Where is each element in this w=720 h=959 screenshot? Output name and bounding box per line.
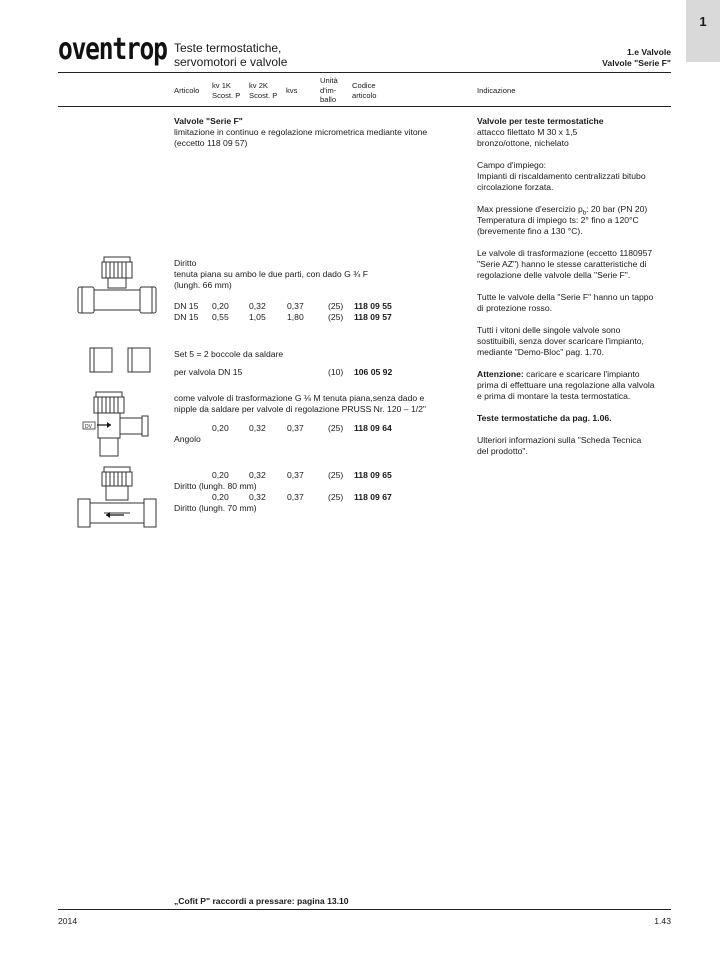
chapter-tab: 1 (686, 0, 720, 62)
col-kv1k-b: Scost. P (212, 90, 241, 100)
intro-block (174, 116, 474, 149)
table-row (174, 367, 474, 378)
trasf-block (174, 393, 474, 415)
col-unita-b: d'im- (320, 85, 337, 95)
set-title: Set 5 = 2 boccole da saldare (174, 349, 284, 359)
table-row (174, 301, 474, 312)
cell-pack: (25) (328, 492, 344, 502)
vitoni-line-2: sostituibili, senza dover scaricare l'impianto, (477, 336, 644, 346)
cell-kv2: 0,32 (249, 423, 266, 433)
col-unita-c: ballo (320, 95, 337, 104)
cofit-note: „Cofit P" raccordi a pressare: pagina 13.10 (174, 896, 349, 906)
final-desc-1: Diritto (lungh. 80 mm) (174, 481, 257, 491)
table-row (174, 312, 474, 323)
diritto-title: Diritto (174, 258, 197, 268)
campo-title: Campo d'impiego: (477, 160, 546, 170)
temp-line-2: (brevemente fino a 130 °C). (477, 226, 583, 236)
final-desc-2: Diritto (lungh. 70 mm) (174, 503, 257, 513)
sleeve-left (90, 348, 112, 372)
col-kv1k-a: kv 1K (212, 81, 231, 90)
intro-line-2: (eccetto 118 09 57) (174, 138, 248, 148)
vitoni-line-3: mediante "Demo-Bloc" pag. 1.70. (477, 347, 604, 357)
diritto-block (174, 258, 474, 291)
document-title (174, 41, 287, 69)
section-label (602, 47, 671, 69)
columns-rule (58, 106, 671, 107)
attenzione-label: Attenzione: (477, 369, 524, 379)
table-row (174, 470, 474, 481)
campo-line-1: Impianti di riscaldamento centralizzati bitubo (477, 171, 646, 181)
attenzione-line-2: prima di effettuare una regolazione alla valvola (477, 380, 655, 390)
cell-kvs: 0,37 (287, 301, 304, 311)
brand-logo: oventrop (58, 32, 167, 67)
diritto-line-2: (lungh. 66 mm) (174, 280, 232, 290)
cell-pack: (25) (328, 301, 344, 311)
cell-pack: (25) (328, 312, 344, 322)
attenzione-line-1 (477, 369, 677, 380)
valve-right-end (144, 499, 156, 527)
col-articolo: Articolo (174, 86, 200, 95)
intro-title: Valvole "Serie F" (174, 116, 243, 126)
cell-code: 118 09 65 (354, 470, 392, 480)
info-column (477, 116, 677, 457)
vitoni-line-1: Tutti i vitoni delle singole valvole sono (477, 325, 621, 335)
cell-kvs: 0,37 (287, 492, 304, 502)
col-unita-a: Unità (320, 76, 338, 85)
cell-code: 118 09 67 (354, 492, 392, 502)
col-kv2k-b: Scost. P (249, 90, 278, 100)
trasf-info-1: Le valvole di trasformazione (eccetto 1180957 (477, 248, 653, 258)
cell-kv1: 0,20 (212, 470, 229, 480)
valve-right-nut (140, 287, 156, 313)
angolo-label: Angolo (174, 434, 201, 444)
info-title: Valvole per teste termostatiche (477, 116, 604, 126)
valve-body (94, 290, 140, 310)
cell-pack: (25) (328, 470, 344, 480)
col-codice (352, 81, 376, 100)
header-rule (58, 72, 671, 73)
cell-kv2: 0,32 (249, 492, 266, 502)
campo-line-2: circolazione forzata. (477, 182, 554, 192)
trasf-line-1: come valvole di trasformazione G ⅛ M tenuta piana,senza dado e (174, 393, 425, 403)
col-indicazione: Indicazione (477, 86, 516, 95)
cell-dn: DN 15 (174, 301, 199, 311)
attenzione-text: caricare e scaricare l'impianto (523, 369, 640, 379)
info-material: bronzo/ottone, nichelato (477, 138, 569, 148)
info-line-1: Ulteriori informazioni sulla "Scheda Tecnica (477, 435, 642, 445)
cell-kv1: 0,20 (212, 492, 229, 502)
cell-code: 118 09 57 (354, 312, 392, 322)
cell-kvs: 0,37 (287, 423, 304, 433)
cell-dn: DN 15 (174, 312, 199, 322)
col-codice-b: articolo (352, 90, 377, 100)
temp-line-1: Temperatura di impiego ts: 2° fino a 120°C (477, 215, 639, 225)
table-row (174, 423, 474, 434)
cell-kv2: 1,05 (249, 312, 266, 322)
intro-line-1: limitazione in continuo e regolazione micrometrica mediante vitone (174, 127, 428, 137)
max-pressure-label: Max pressione d'esercizio p (477, 204, 583, 214)
max-pressure (477, 204, 677, 215)
cell-kv1: 0,20 (212, 423, 229, 433)
col-kv2k (249, 81, 277, 100)
solder-sleeves-drawing (88, 346, 158, 374)
col-codice-a: Codice (352, 81, 376, 90)
valve-cap-top (104, 257, 130, 262)
valve-left-end (78, 499, 90, 527)
col-kv1k (212, 81, 240, 100)
info-thread: attacco filettato M 30 x 1,5 (477, 127, 578, 137)
footer-rule (58, 909, 671, 910)
page-number: 1.43 (654, 916, 671, 926)
cell-code: 118 09 64 (354, 423, 392, 433)
cell-set-label: per valvola DN 15 (174, 367, 243, 377)
valve-left-nut (78, 287, 94, 313)
trasf-info-2: "Serie AZ") hanno le stesse caratteristiche di (477, 259, 647, 269)
col-kv2k-a: kv 2K (249, 81, 268, 90)
sleeve-right (128, 348, 150, 372)
tappo-line-2: di protezione rosso. (477, 303, 552, 313)
cell-kvs: 1,80 (287, 312, 304, 322)
max-pressure-value: : 20 bar (PN 20) (586, 204, 648, 214)
title-line-2: servomotori e valvole (174, 55, 288, 69)
cell-kv2: 0,32 (249, 301, 266, 311)
col-unita (320, 76, 338, 105)
section-line-1: 1.e Valvole (627, 47, 671, 57)
col-kvs: kvs (286, 86, 298, 95)
section-line-2: Valvole "Serie F" (602, 58, 671, 68)
trasf-line-2: nipple da saldare per valvole di regolazione PRUSS Nr. 120 – 1/2" (174, 404, 426, 414)
tappo-line-1: Tutte le valvole della "Serie F" hanno un tappo (477, 292, 654, 302)
cell-pack: (25) (328, 423, 344, 433)
cell-kv1: 0,55 (212, 312, 229, 322)
teste-reference: Teste termostatiche da pag. 1.06. (477, 413, 612, 423)
straight-valve-long-drawing (76, 465, 158, 531)
cell-kv1: 0,20 (212, 301, 229, 311)
dv-label: DV (85, 424, 92, 430)
straight-valve-drawing (76, 255, 158, 321)
cell-kvs: 0,37 (287, 470, 304, 480)
cell-code: 118 09 55 (354, 301, 392, 311)
cell-pack: (10) (328, 367, 344, 377)
table-row (174, 492, 474, 503)
title-line-1: Teste termostatiche, (174, 41, 282, 55)
trasf-info-3: regolazione delle valvole della "Serie F". (477, 270, 631, 280)
max-pressure-sub: b (582, 210, 587, 217)
info-line-2: del prodotto". (477, 446, 528, 456)
footer-year: 2014 (58, 916, 78, 926)
attenzione-line-3: e prima di montare la testa termostatica. (477, 391, 631, 401)
cell-code: 106 05 92 (354, 367, 393, 377)
angle-valve-drawing (80, 390, 152, 462)
cell-kv2: 0,32 (249, 470, 266, 480)
diritto-line-1: tenuta piana su ambo le due parti, con dado G ¾ F (174, 269, 368, 279)
